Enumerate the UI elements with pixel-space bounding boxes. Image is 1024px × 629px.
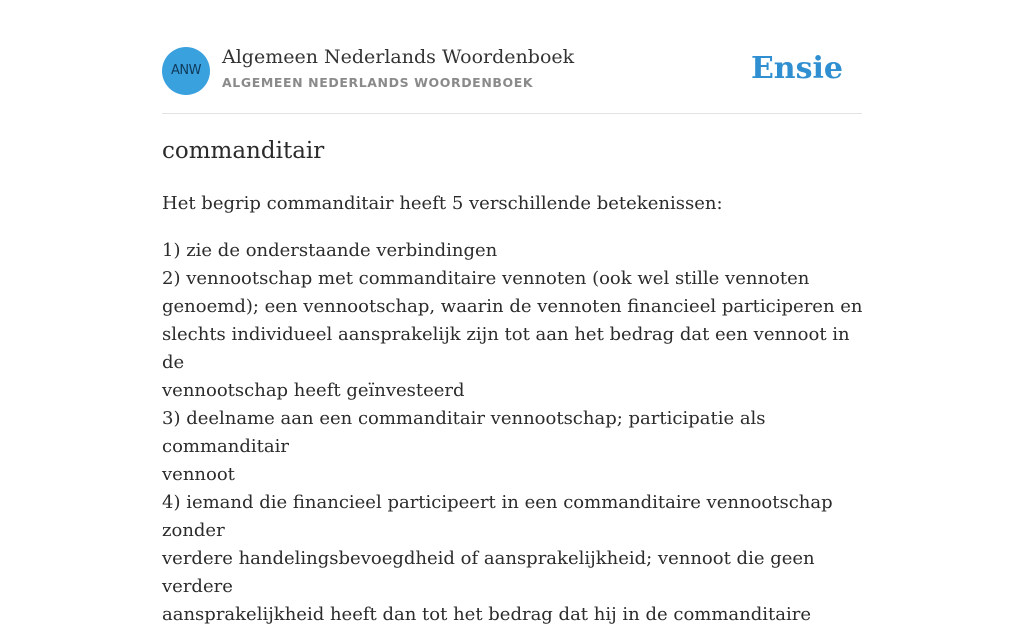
meaning-line: vennootschap heeft geïnvesteerd (162, 380, 465, 401)
meaning-line: 2) vennootschap met commanditaire vennoten (ook wel stille vennoten (162, 268, 810, 289)
anw-logo[interactable]: ANW (162, 47, 210, 95)
source-title[interactable]: Algemeen Nederlands Woordenboek (222, 46, 575, 68)
entry-term: commanditair (162, 138, 325, 164)
meaning-line: 3) deelname aan een commanditair vennootschap; participatie als commanditair (162, 408, 766, 457)
meaning-line: aansprakelijkheid heeft dan tot het bedrag dat hij in de commanditaire (162, 604, 812, 625)
source-header (162, 46, 862, 96)
meaning-item (162, 405, 868, 489)
meaning-line: genoemd); een vennootschap, waarin de vennoten financieel participeren en (162, 296, 863, 317)
source-subtitle: ALGEMEEN NEDERLANDS WOORDENBOEK (222, 75, 534, 90)
meaning-line: vennoot (162, 464, 235, 485)
entry-intro: Het begrip commanditair heeft 5 verschillende betekenissen: (162, 193, 723, 214)
ensie-logo[interactable]: Ensie (750, 51, 843, 86)
meaning-item (162, 489, 868, 629)
meanings-list (162, 237, 868, 629)
meaning-item (162, 265, 868, 405)
meaning-line: verdere handelingsbevoegdheid of aansprakelijkheid; vennoot die geen verdere (162, 548, 815, 597)
meaning-item (162, 237, 868, 265)
meaning-line: slechts individueel aansprakelijk zijn tot aan het bedrag dat een vennoot in de (162, 324, 850, 373)
meaning-line: 1) zie de onderstaande verbindingen (162, 240, 498, 261)
meaning-line: 4) iemand die financieel participeert in een commanditaire vennootschap zonder (162, 492, 833, 541)
header-divider (162, 113, 862, 114)
